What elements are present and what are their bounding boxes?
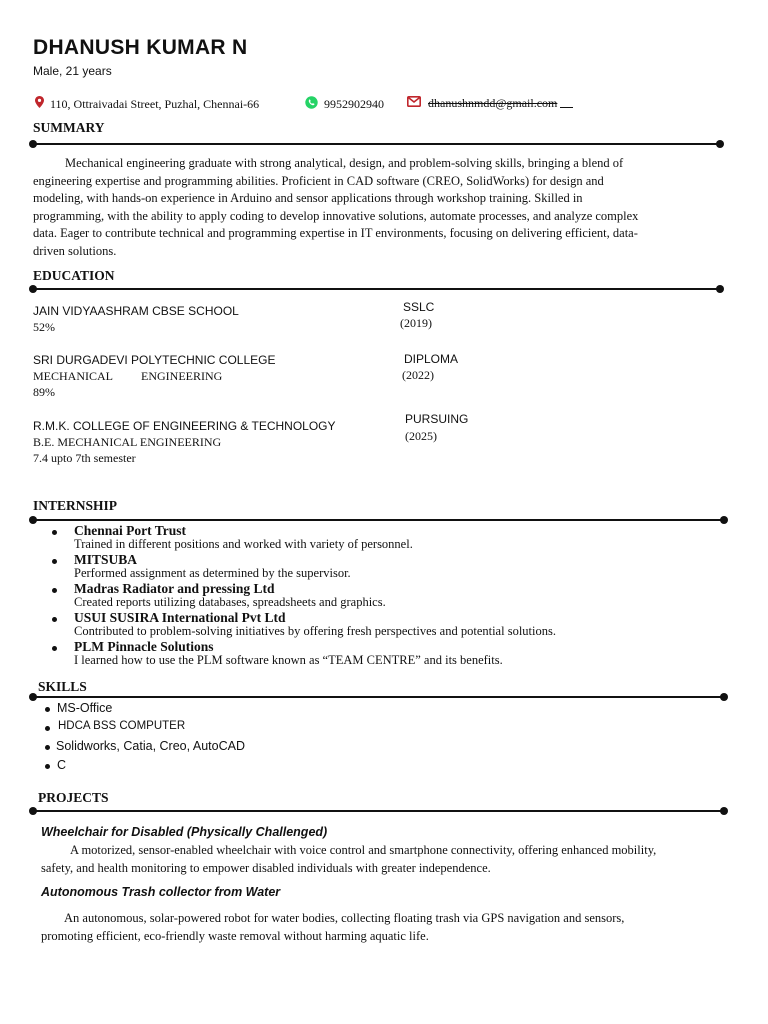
summary-line: driven solutions. bbox=[33, 243, 117, 258]
whatsapp-icon bbox=[305, 96, 318, 113]
skill-text: C bbox=[57, 758, 67, 772]
location-pin-icon bbox=[35, 96, 44, 112]
email-rule-tail bbox=[560, 107, 573, 108]
internship-desc: Created reports utilizing databases, spreadsheets and graphics. bbox=[74, 595, 386, 609]
projects-rule-end bbox=[720, 807, 728, 815]
internship-org: PLM Pinnacle Solutions bbox=[74, 639, 214, 654]
education-level-block bbox=[400, 299, 435, 331]
list-item bbox=[0, 581, 768, 610]
course-part: MECHANICAL bbox=[33, 369, 113, 383]
list-item bbox=[0, 739, 768, 758]
bullet bbox=[52, 617, 57, 622]
project-line: safety, and health monitoring to empower disabled individuals with greater independence. bbox=[41, 860, 491, 875]
institution-name: JAIN VIDYAASHRAM CBSE SCHOOL bbox=[33, 304, 239, 318]
project-line: An autonomous, solar-powered robot for water bodies, collecting floating trash via GPS navigation and sensors, bbox=[64, 911, 625, 925]
skill-text: Solidworks, Catia, Creo, AutoCAD bbox=[56, 739, 245, 753]
bullet bbox=[45, 764, 50, 769]
project-title: Autonomous Trash collector from Water bbox=[41, 885, 281, 899]
skills-heading: SKILLS bbox=[38, 679, 87, 694]
skill-text: HDCA BSS COMPUTER bbox=[58, 720, 186, 732]
education-entry bbox=[33, 303, 239, 335]
list-item bbox=[0, 523, 768, 552]
internship-org: USUI SUSIRA International Pvt Ltd bbox=[74, 610, 286, 625]
project-title: Wheelchair for Disabled (Physically Challenged) bbox=[41, 825, 328, 839]
institution-name: R.M.K. COLLEGE OF ENGINEERING & TECHNOLOGY bbox=[33, 419, 336, 433]
skill-text: MS-Office bbox=[57, 701, 113, 715]
list-item bbox=[0, 701, 768, 720]
address-contact bbox=[35, 96, 259, 112]
phone-contact[interactable] bbox=[305, 96, 384, 113]
education-course bbox=[33, 368, 276, 384]
phone-text[interactable]: 9952902940 bbox=[324, 97, 384, 111]
projects-heading: PROJECTS bbox=[38, 790, 109, 805]
project-line: promoting efficient, eco-friendly waste removal without harming aquatic life. bbox=[41, 928, 429, 943]
education-rule-end bbox=[716, 285, 724, 293]
bullet bbox=[52, 588, 57, 593]
education-level: DIPLOMA bbox=[404, 352, 459, 366]
internship-desc: Performed assignment as determined by the supervisor. bbox=[74, 566, 351, 580]
email-text[interactable]: dhanushnmdd@gmail.com bbox=[428, 96, 558, 110]
bullet bbox=[52, 530, 57, 535]
internship-org: MITSUBA bbox=[74, 552, 138, 567]
institution-name: SRI DURGADEVI POLYTECHNIC COLLEGE bbox=[33, 353, 276, 367]
list-item bbox=[0, 758, 768, 777]
course-part: ENGINEERING bbox=[141, 369, 223, 383]
education-score: 52% bbox=[33, 320, 55, 334]
internship-desc: Contributed to problem-solving initiatives by offering fresh perspectives and potential solutions. bbox=[74, 624, 556, 638]
bullet bbox=[52, 559, 57, 564]
internship-heading: INTERNSHIP bbox=[33, 498, 118, 513]
education-year: (2022) bbox=[402, 368, 434, 382]
education-rule bbox=[33, 288, 721, 290]
education-level: SSLC bbox=[403, 300, 435, 314]
internship-org: Chennai Port Trust bbox=[74, 523, 187, 538]
address-text: 110, Ottraivadai Street, Puzhal, Chennai-66 bbox=[50, 96, 260, 111]
list-item bbox=[0, 610, 768, 639]
bullet bbox=[45, 745, 50, 750]
summary-rule-end bbox=[716, 140, 724, 148]
email-contact[interactable] bbox=[407, 96, 557, 111]
summary-line: data. Eager to contribute technical and programming expertise in IT environments, focusing on delivering efficient, data- bbox=[33, 226, 638, 240]
education-course: B.E. MECHANICAL ENGINEERING bbox=[33, 435, 222, 449]
list-item bbox=[0, 552, 768, 581]
internship-org: Madras Radiator and pressing Ltd bbox=[74, 581, 275, 596]
skills-rule bbox=[33, 696, 724, 698]
summary-line: modeling, with hands-on experience in Arduino and sensor applications through workshop training. Skilled in bbox=[33, 191, 583, 205]
bullet bbox=[45, 726, 50, 731]
summary-text bbox=[33, 155, 719, 260]
education-entry bbox=[33, 418, 336, 466]
project-description bbox=[41, 910, 730, 945]
summary-line: engineering expertise and programming abilities. Proficient in CAD software (CREO, SolidWorks) for design and bbox=[33, 173, 604, 188]
summary-rule bbox=[33, 143, 721, 145]
skills-rule-end bbox=[720, 693, 728, 701]
list-item bbox=[0, 720, 768, 739]
education-year: (2019) bbox=[400, 316, 432, 330]
education-level-block bbox=[405, 411, 468, 444]
summary-line: programming, with the ability to apply coding to develop innovative solutions, automate processes, and analyze complex bbox=[33, 208, 639, 223]
project-description bbox=[41, 842, 730, 877]
internship-desc: Trained in different positions and worked with variety of personnel. bbox=[74, 537, 413, 551]
project-line: A motorized, sensor-enabled wheelchair with voice control and smartphone connectivity, offering enhanced mobility, bbox=[70, 843, 657, 857]
candidate-name: DHANUSH KUMAR N bbox=[33, 36, 248, 59]
bullet bbox=[52, 646, 57, 651]
bullet bbox=[45, 707, 50, 712]
education-entry bbox=[33, 352, 276, 400]
education-heading: EDUCATION bbox=[33, 268, 115, 283]
education-year: (2025) bbox=[405, 429, 437, 443]
education-score: 7.4 upto 7th semester bbox=[33, 451, 136, 465]
summary-line: Mechanical engineering graduate with strong analytical, design, and problem-solving skills, bringing a blend of bbox=[65, 156, 624, 170]
mail-icon bbox=[407, 96, 421, 111]
education-level-block bbox=[404, 351, 458, 383]
summary-heading: SUMMARY bbox=[33, 120, 105, 135]
projects-rule bbox=[33, 810, 724, 812]
internship-rule bbox=[33, 519, 724, 521]
skills-list bbox=[0, 701, 768, 777]
education-level: PURSUING bbox=[405, 412, 469, 426]
internship-list bbox=[0, 523, 768, 668]
list-item bbox=[0, 639, 768, 668]
education-score: 89% bbox=[33, 385, 55, 399]
candidate-subtitle: Male, 21 years bbox=[33, 64, 112, 78]
internship-desc: I learned how to use the PLM software known as “TEAM CENTRE” and its benefits. bbox=[74, 653, 503, 667]
